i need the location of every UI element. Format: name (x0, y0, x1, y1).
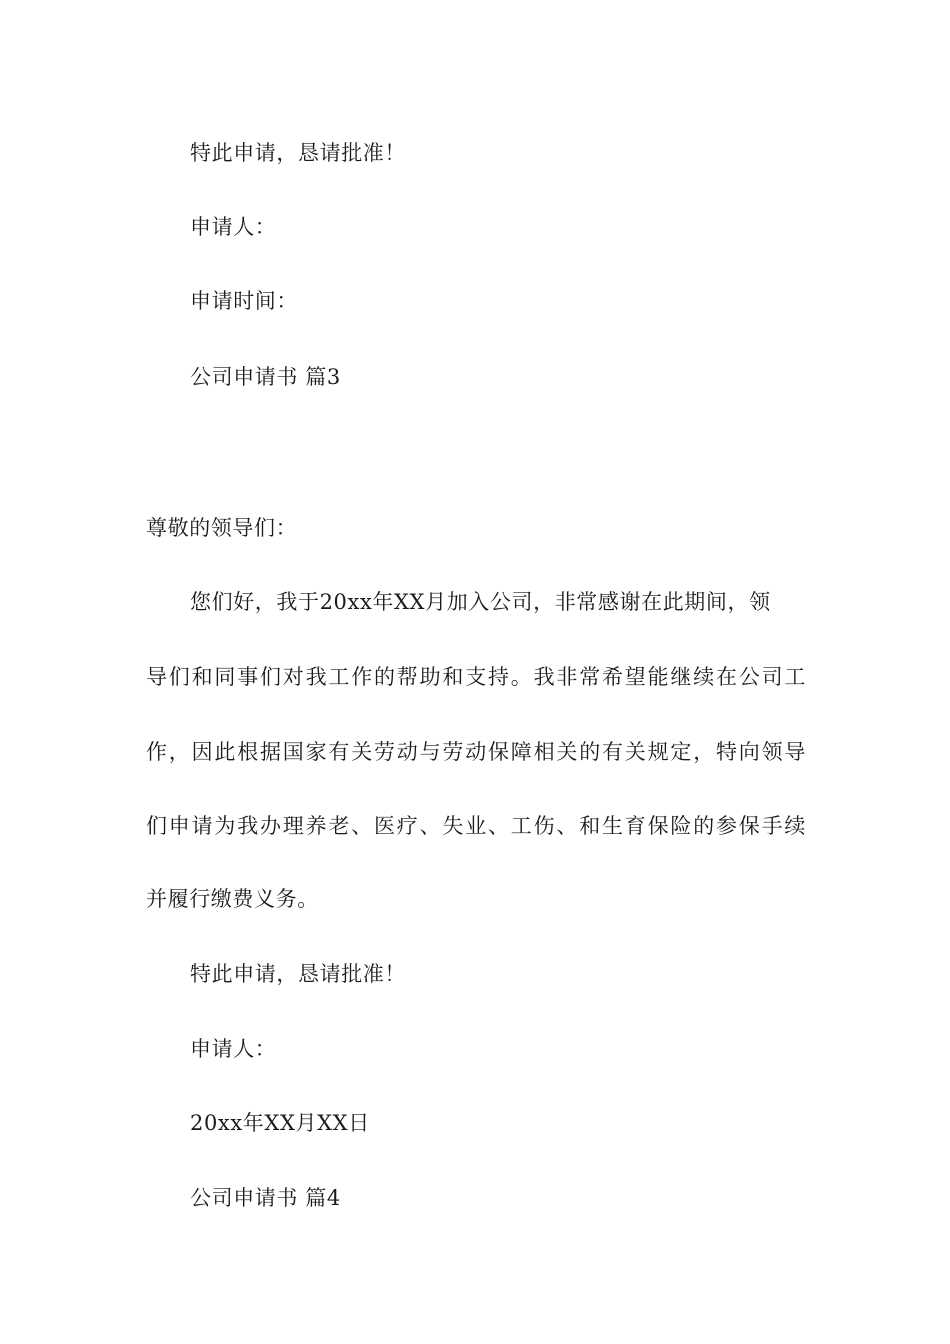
body-line: 们申请为我办理养老、医疗、失业、工伤、和生育保险的参保手续 (146, 814, 808, 838)
section-heading-4: 公司申请书 篇4 (190, 1186, 341, 1210)
closing-text: 特此申请，恳请批准！ (190, 141, 406, 165)
closing-text: 特此申请，恳请批准！ (190, 962, 406, 986)
body-line: 作，因此根据国家有关劳动与劳动保障相关的有关规定，特向领导 (146, 740, 808, 764)
applicant-label: 申请人： (190, 1037, 277, 1061)
body-line: 您们好，我于20xx年XX月加入公司，非常感谢在此期间，领 (190, 590, 771, 614)
applicant-label: 申请人： (190, 215, 277, 239)
body-line: 导们和同事们对我工作的帮助和支持。我非常希望能继续在公司工 (146, 665, 808, 689)
date-label: 申请时间： (190, 289, 298, 313)
body-line: 并履行缴费义务。 (146, 887, 319, 911)
salutation: 尊敬的领导们： (146, 516, 298, 540)
section-heading-3: 公司申请书 篇3 (190, 365, 341, 389)
application-date: 20xx年XX月XX日 (190, 1111, 370, 1135)
